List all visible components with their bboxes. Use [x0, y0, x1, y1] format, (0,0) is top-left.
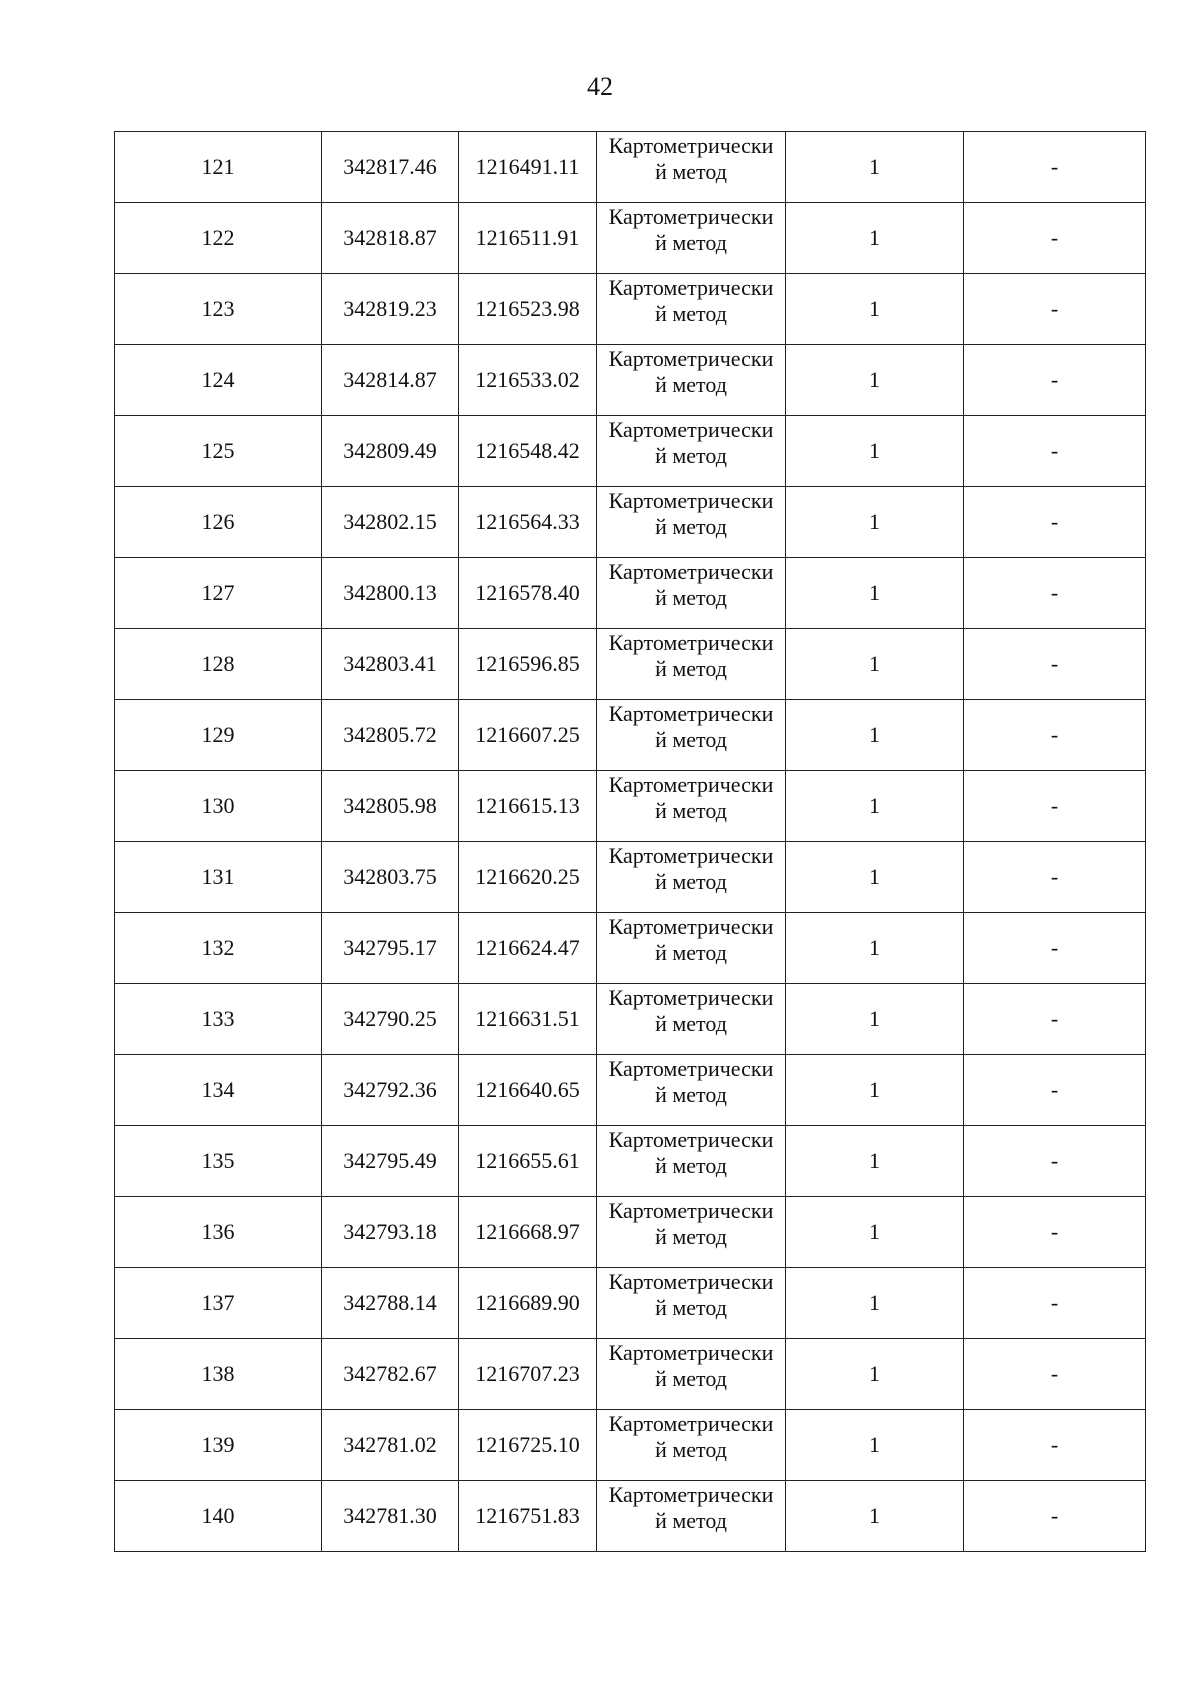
- method-line-1: Картометрически: [608, 275, 774, 300]
- method-line-2: й метод: [655, 1224, 727, 1249]
- description-cell: -: [964, 1268, 1146, 1339]
- method-line-1: Картометрически: [608, 346, 774, 371]
- y-coordinate-cell: 1216511.91: [459, 203, 597, 274]
- description-cell: -: [964, 1339, 1146, 1410]
- point-number-cell: 133: [115, 984, 322, 1055]
- method-line-1: Картометрически: [608, 1411, 774, 1436]
- table-row: [115, 1197, 1146, 1268]
- accuracy-cell: 1: [786, 771, 964, 842]
- y-coordinate-cell: 1216725.10: [459, 1410, 597, 1481]
- accuracy-cell: 1: [786, 700, 964, 771]
- method-line-1: Картометрически: [608, 914, 774, 939]
- point-number-cell: 136: [115, 1197, 322, 1268]
- table-row: [115, 1055, 1146, 1126]
- description-cell: -: [964, 700, 1146, 771]
- point-number-cell: 121: [115, 132, 322, 203]
- method-line-1: Картометрически: [608, 1340, 774, 1365]
- x-coordinate-cell: 342795.17: [322, 913, 459, 984]
- point-number-cell: 131: [115, 842, 322, 913]
- method-line-2: й метод: [655, 1508, 727, 1533]
- accuracy-cell: 1: [786, 345, 964, 416]
- x-coordinate-cell: 342793.18: [322, 1197, 459, 1268]
- point-number-cell: 125: [115, 416, 322, 487]
- point-number-cell: 123: [115, 274, 322, 345]
- coordinates-table: [114, 131, 1146, 1552]
- y-coordinate-cell: 1216523.98: [459, 274, 597, 345]
- method-line-2: й метод: [655, 869, 727, 894]
- description-cell: -: [964, 1055, 1146, 1126]
- y-coordinate-cell: 1216620.25: [459, 842, 597, 913]
- table-row: [115, 416, 1146, 487]
- method-line-1: Картометрически: [608, 1482, 774, 1507]
- method-line-2: й метод: [655, 1153, 727, 1178]
- method-line-1: Картометрически: [608, 559, 774, 584]
- accuracy-cell: 1: [786, 558, 964, 629]
- method-line-1: Картометрически: [608, 1127, 774, 1152]
- accuracy-cell: 1: [786, 913, 964, 984]
- method-cell: [597, 629, 786, 700]
- table-row: [115, 984, 1146, 1055]
- method-cell: [597, 1055, 786, 1126]
- method-cell: [597, 1481, 786, 1552]
- accuracy-cell: 1: [786, 1126, 964, 1197]
- method-cell: [597, 700, 786, 771]
- method-cell: [597, 1339, 786, 1410]
- method-line-1: Картометрически: [608, 1056, 774, 1081]
- table-row: [115, 1410, 1146, 1481]
- method-line-2: й метод: [655, 727, 727, 752]
- method-line-2: й метод: [655, 940, 727, 965]
- accuracy-cell: 1: [786, 1055, 964, 1126]
- y-coordinate-cell: 1216640.65: [459, 1055, 597, 1126]
- method-cell: [597, 1197, 786, 1268]
- method-cell: [597, 1410, 786, 1481]
- method-cell: [597, 416, 786, 487]
- point-number-cell: 135: [115, 1126, 322, 1197]
- table-row: [115, 1268, 1146, 1339]
- method-line-2: й метод: [655, 1011, 727, 1036]
- table-row: [115, 700, 1146, 771]
- page-number: 42: [587, 72, 613, 101]
- x-coordinate-cell: 342795.49: [322, 1126, 459, 1197]
- x-coordinate-cell: 342800.13: [322, 558, 459, 629]
- method-line-1: Картометрически: [608, 204, 774, 229]
- method-line-1: Картометрически: [608, 701, 774, 726]
- x-coordinate-cell: 342805.98: [322, 771, 459, 842]
- description-cell: -: [964, 203, 1146, 274]
- point-number-cell: 129: [115, 700, 322, 771]
- y-coordinate-cell: 1216596.85: [459, 629, 597, 700]
- point-number-cell: 126: [115, 487, 322, 558]
- x-coordinate-cell: 342781.02: [322, 1410, 459, 1481]
- accuracy-cell: 1: [786, 1410, 964, 1481]
- accuracy-cell: 1: [786, 1197, 964, 1268]
- method-line-2: й метод: [655, 1295, 727, 1320]
- x-coordinate-cell: 342819.23: [322, 274, 459, 345]
- point-number-cell: 128: [115, 629, 322, 700]
- x-coordinate-cell: 342782.67: [322, 1339, 459, 1410]
- method-line-2: й метод: [655, 230, 727, 255]
- table-row: [115, 132, 1146, 203]
- method-cell: [597, 1126, 786, 1197]
- table-row: [115, 1339, 1146, 1410]
- method-line-2: й метод: [655, 443, 727, 468]
- table-row: [115, 487, 1146, 558]
- method-line-2: й метод: [655, 159, 727, 184]
- method-line-1: Картометрически: [608, 843, 774, 868]
- accuracy-cell: 1: [786, 132, 964, 203]
- x-coordinate-cell: 342818.87: [322, 203, 459, 274]
- y-coordinate-cell: 1216624.47: [459, 913, 597, 984]
- method-cell: [597, 771, 786, 842]
- y-coordinate-cell: 1216707.23: [459, 1339, 597, 1410]
- y-coordinate-cell: 1216655.61: [459, 1126, 597, 1197]
- method-cell: [597, 913, 786, 984]
- y-coordinate-cell: 1216564.33: [459, 487, 597, 558]
- point-number-cell: 139: [115, 1410, 322, 1481]
- accuracy-cell: 1: [786, 984, 964, 1055]
- point-number-cell: 138: [115, 1339, 322, 1410]
- y-coordinate-cell: 1216668.97: [459, 1197, 597, 1268]
- x-coordinate-cell: 342814.87: [322, 345, 459, 416]
- accuracy-cell: 1: [786, 203, 964, 274]
- accuracy-cell: 1: [786, 629, 964, 700]
- y-coordinate-cell: 1216548.42: [459, 416, 597, 487]
- description-cell: -: [964, 345, 1146, 416]
- description-cell: -: [964, 274, 1146, 345]
- method-line-1: Картометрически: [608, 417, 774, 442]
- description-cell: -: [964, 1481, 1146, 1552]
- accuracy-cell: 1: [786, 274, 964, 345]
- description-cell: -: [964, 1410, 1146, 1481]
- table-row: [115, 203, 1146, 274]
- table-row: [115, 558, 1146, 629]
- description-cell: -: [964, 913, 1146, 984]
- method-line-2: й метод: [655, 301, 727, 326]
- method-cell: [597, 558, 786, 629]
- table-row: [115, 629, 1146, 700]
- method-cell: [597, 345, 786, 416]
- point-number-cell: 137: [115, 1268, 322, 1339]
- method-line-1: Картометрически: [608, 133, 774, 158]
- y-coordinate-cell: 1216631.51: [459, 984, 597, 1055]
- accuracy-cell: 1: [786, 1268, 964, 1339]
- description-cell: -: [964, 487, 1146, 558]
- table-row: [115, 913, 1146, 984]
- accuracy-cell: 1: [786, 842, 964, 913]
- y-coordinate-cell: 1216533.02: [459, 345, 597, 416]
- accuracy-cell: 1: [786, 416, 964, 487]
- x-coordinate-cell: 342792.36: [322, 1055, 459, 1126]
- method-line-2: й метод: [655, 585, 727, 610]
- method-cell: [597, 842, 786, 913]
- method-cell: [597, 984, 786, 1055]
- y-coordinate-cell: 1216751.83: [459, 1481, 597, 1552]
- table-row: [115, 345, 1146, 416]
- description-cell: -: [964, 984, 1146, 1055]
- x-coordinate-cell: 342805.72: [322, 700, 459, 771]
- method-line-1: Картометрически: [608, 1198, 774, 1223]
- coordinates-table-body: [115, 132, 1146, 1552]
- point-number-cell: 124: [115, 345, 322, 416]
- point-number-cell: 127: [115, 558, 322, 629]
- x-coordinate-cell: 342788.14: [322, 1268, 459, 1339]
- method-line-1: Картометрически: [608, 630, 774, 655]
- method-line-2: й метод: [655, 1082, 727, 1107]
- method-line-2: й метод: [655, 1437, 727, 1462]
- description-cell: -: [964, 416, 1146, 487]
- table-row: [115, 771, 1146, 842]
- description-cell: -: [964, 629, 1146, 700]
- table-row: [115, 1126, 1146, 1197]
- method-cell: [597, 1268, 786, 1339]
- x-coordinate-cell: 342790.25: [322, 984, 459, 1055]
- description-cell: -: [964, 1197, 1146, 1268]
- method-cell: [597, 132, 786, 203]
- method-line-2: й метод: [655, 372, 727, 397]
- description-cell: -: [964, 1126, 1146, 1197]
- method-line-2: й метод: [655, 656, 727, 681]
- method-cell: [597, 274, 786, 345]
- y-coordinate-cell: 1216689.90: [459, 1268, 597, 1339]
- point-number-cell: 130: [115, 771, 322, 842]
- x-coordinate-cell: 342817.46: [322, 132, 459, 203]
- method-line-2: й метод: [655, 514, 727, 539]
- description-cell: -: [964, 842, 1146, 913]
- method-cell: [597, 203, 786, 274]
- table-row: [115, 1481, 1146, 1552]
- point-number-cell: 132: [115, 913, 322, 984]
- method-cell: [597, 487, 786, 558]
- y-coordinate-cell: 1216615.13: [459, 771, 597, 842]
- method-line-2: й метод: [655, 798, 727, 823]
- point-number-cell: 122: [115, 203, 322, 274]
- y-coordinate-cell: 1216491.11: [459, 132, 597, 203]
- x-coordinate-cell: 342809.49: [322, 416, 459, 487]
- description-cell: -: [964, 771, 1146, 842]
- method-line-1: Картометрически: [608, 772, 774, 797]
- accuracy-cell: 1: [786, 1339, 964, 1410]
- y-coordinate-cell: 1216578.40: [459, 558, 597, 629]
- description-cell: -: [964, 132, 1146, 203]
- x-coordinate-cell: 342803.41: [322, 629, 459, 700]
- table-row: [115, 842, 1146, 913]
- method-line-1: Картометрически: [608, 1269, 774, 1294]
- method-line-2: й метод: [655, 1366, 727, 1391]
- description-cell: -: [964, 558, 1146, 629]
- method-line-1: Картометрически: [608, 488, 774, 513]
- y-coordinate-cell: 1216607.25: [459, 700, 597, 771]
- x-coordinate-cell: 342802.15: [322, 487, 459, 558]
- point-number-cell: 140: [115, 1481, 322, 1552]
- accuracy-cell: 1: [786, 1481, 964, 1552]
- method-line-1: Картометрически: [608, 985, 774, 1010]
- x-coordinate-cell: 342803.75: [322, 842, 459, 913]
- x-coordinate-cell: 342781.30: [322, 1481, 459, 1552]
- accuracy-cell: 1: [786, 487, 964, 558]
- point-number-cell: 134: [115, 1055, 322, 1126]
- table-row: [115, 274, 1146, 345]
